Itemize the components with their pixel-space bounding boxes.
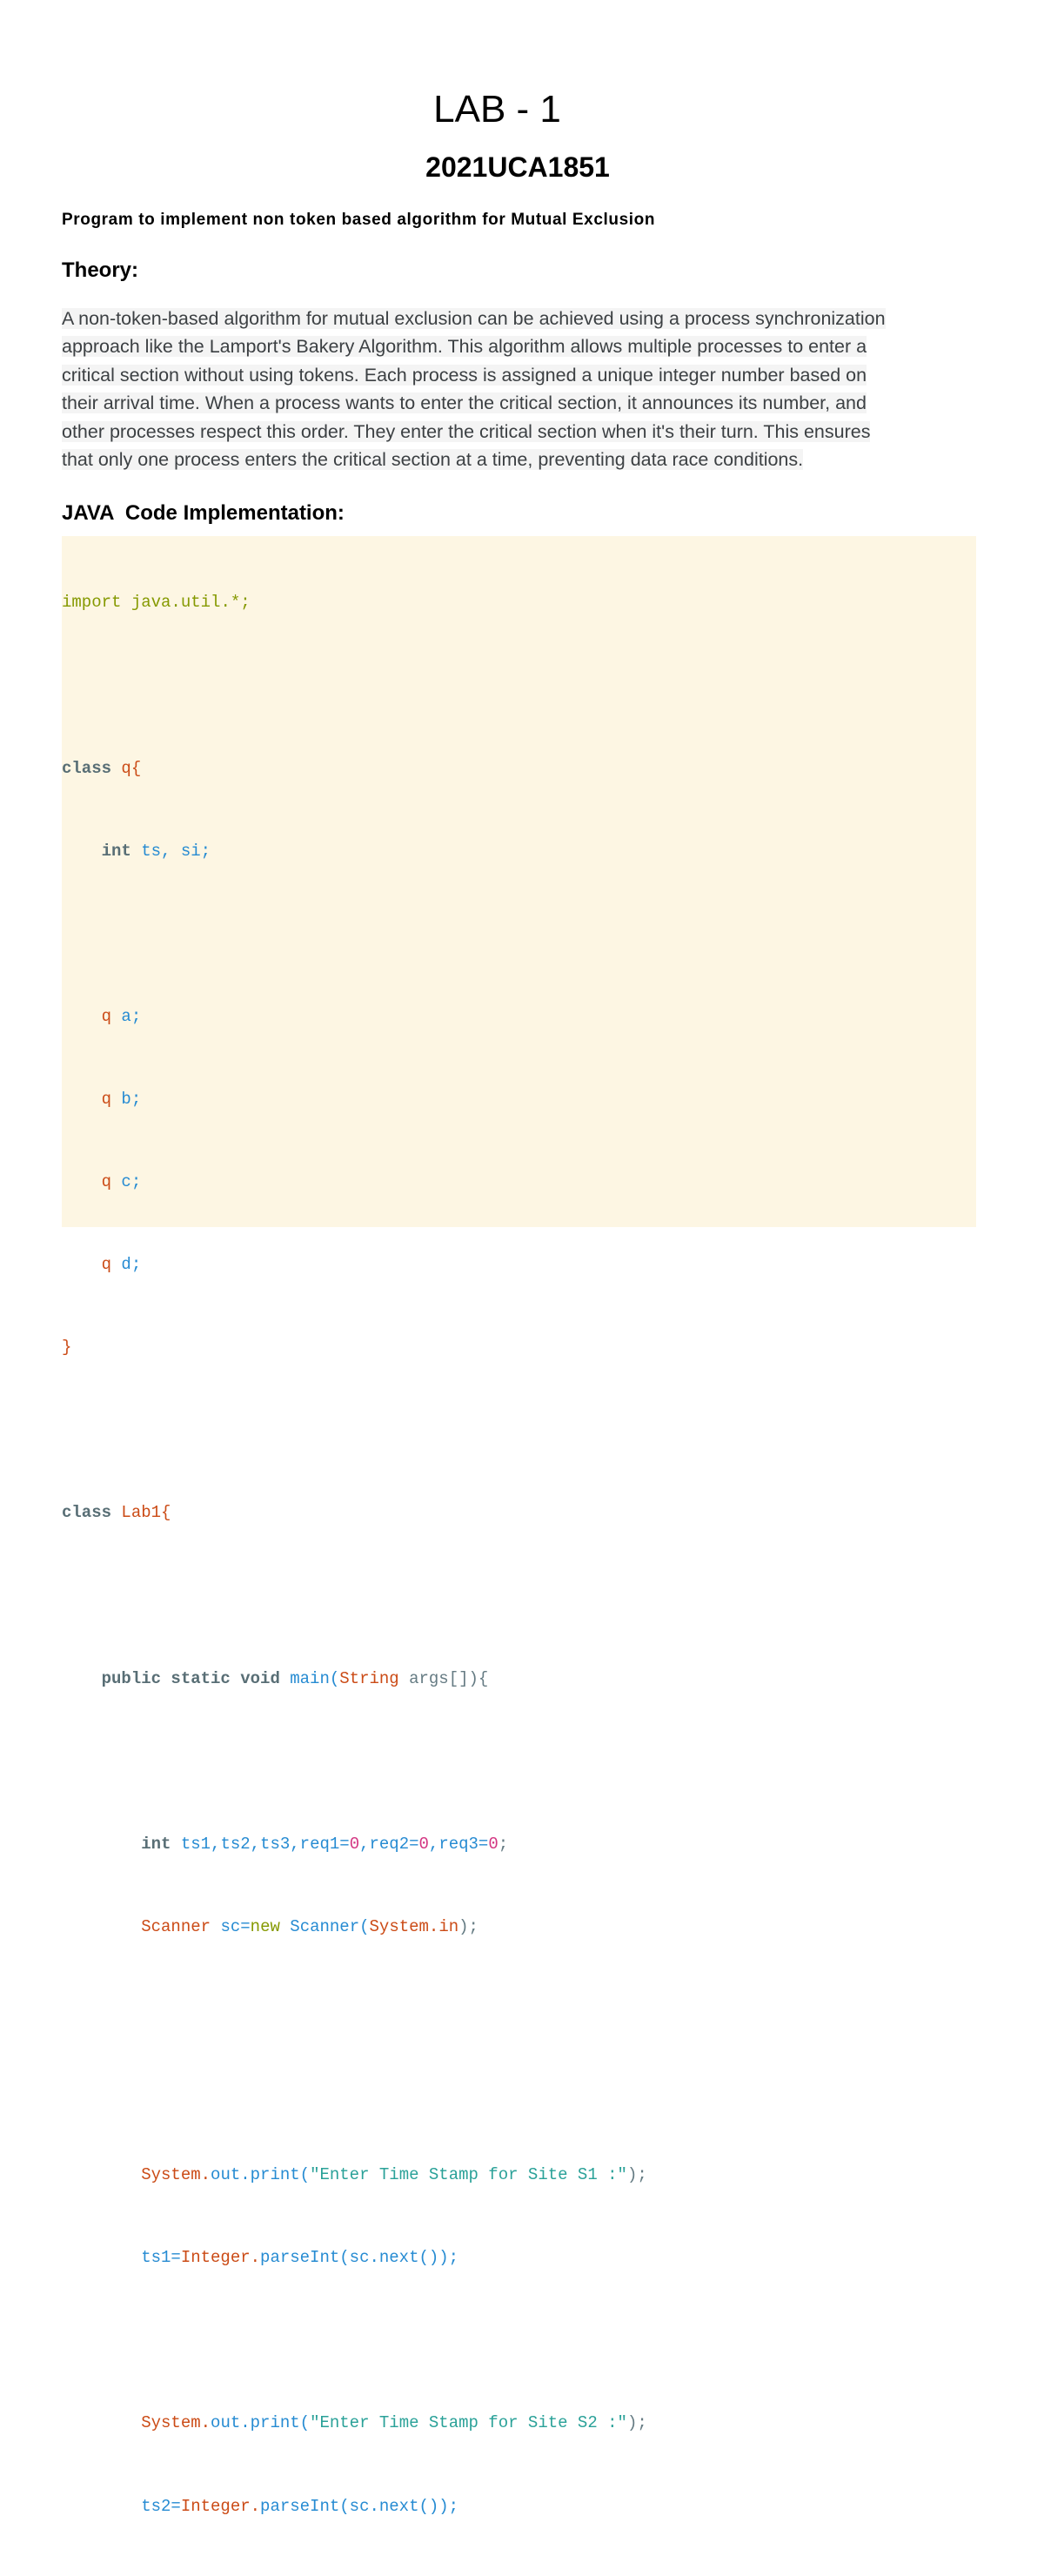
code-line: q c; [101,1172,142,1192]
code-line [62,1583,647,1611]
code-line: } [62,1338,72,1358]
code-block [62,534,647,2576]
code-line [62,921,647,949]
code-line: class Lab1{ [62,1503,171,1523]
code-line [62,1417,647,1445]
code-line: q b; [101,1089,142,1109]
roll-number: 2021UCA1851 [425,151,610,183]
theory-line: critical section without using tokens. Each process is assigned a unique integer number based on [62,364,867,386]
code-line: q d; [101,1255,142,1275]
code-line [62,2079,647,2107]
code-line [62,673,647,701]
code-line: q a; [101,1006,142,1026]
theory-heading: Theory: [62,258,139,282]
code-line: class q{ [62,758,142,778]
theory-line: A non-token-based algorithm for mutual exclusion can be achieved using a process synchronization [62,308,886,329]
code-line [62,1748,647,1776]
code-line: System.out.print("Enter Time Stamp for Site S2 :"); [141,2413,647,2433]
code-line: public static void main(String args[]){ [101,1668,489,1688]
code-line: int ts1,ts2,ts3,req1=0,req2=0,req3=0; [141,1834,509,1854]
theory-line: that only one process enters the critical section at a time, preventing data race conditions. [62,449,804,471]
code-line: import java.util.*; [62,593,251,613]
theory-paragraph [62,305,975,473]
code-line: ts1=Integer.parseInt(sc.next()); [141,2248,459,2268]
theory-line: approach like the Lamport's Bakery Algorithm. This algorithm allows multiple processes to enter a [62,336,867,358]
lab-title: LAB - 1 [433,88,561,131]
aim-statement: Program to implement non token based algorithm for Mutual Exclusion [62,211,656,229]
code-heading: JAVA Code Implementation: [62,501,345,525]
code-line [62,1996,647,2024]
code-line [62,2327,647,2355]
code-line: ts2=Integer.parseInt(sc.next()); [141,2496,459,2516]
code-line: int ts, si; [101,841,211,861]
code-line: System.out.print("Enter Time Stamp for Site S1 :"); [141,2165,647,2185]
theory-line: their arrival time. When a process wants to enter the critical section, it announces its number, and [62,392,867,414]
code-line: Scanner sc=new Scanner(System.in); [141,1916,478,1936]
theory-line: other processes respect this order. They enter the critical section when it's their turn. This ensures [62,420,871,442]
